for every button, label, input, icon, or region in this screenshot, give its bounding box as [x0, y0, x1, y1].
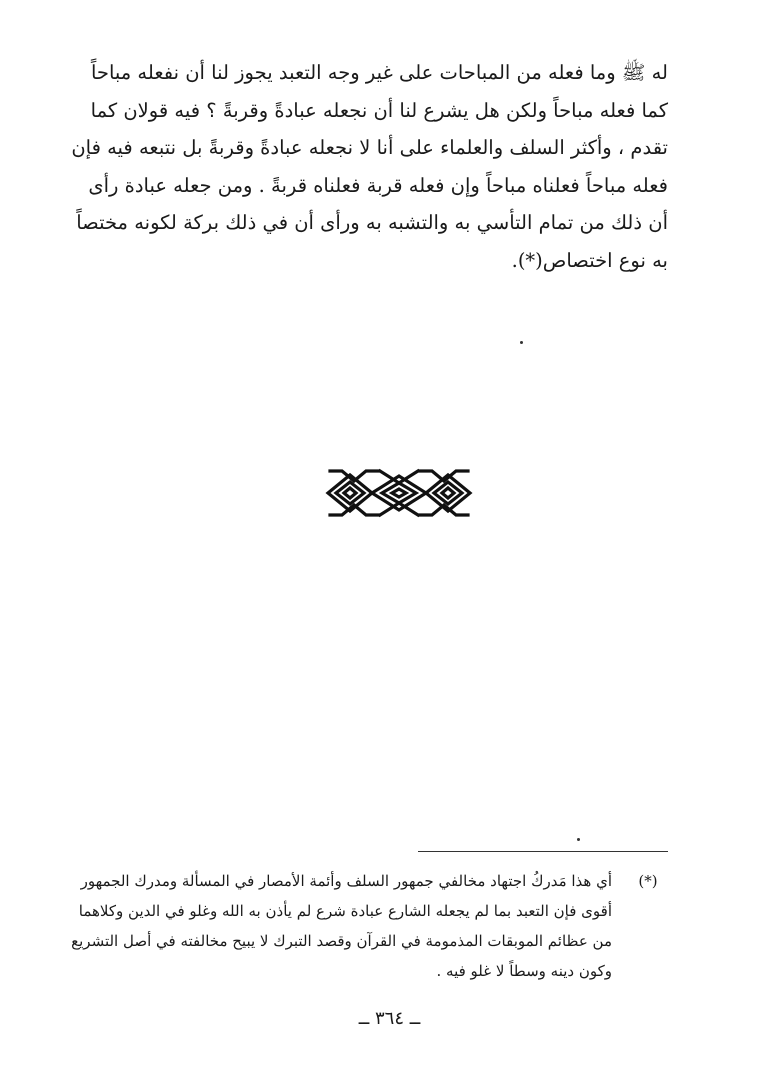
footnote-separator — [418, 851, 668, 852]
footnote-line: أي هذا مَدركُ اجتهاد مخالفي جمهور السلف وأئمة الأمصار في المسألة ومدرك الجمهور — [80, 872, 612, 890]
footnote-line: وكون دينه وسطاً لا غلو فيه . — [436, 962, 612, 980]
text-line: له ﷺ وما فعله من المباحات على غير وجه التعبد يجوز لنا أن نفعله مباحاً — [90, 61, 668, 84]
footnote-line: من عظائم الموبقات المذمومة في القرآن وقصد التبرك لا يبيح مخالفته في أصل التشريع — [71, 932, 612, 950]
footnote-body — [71, 866, 612, 986]
stray-dot — [520, 341, 523, 344]
text-line: أن ذلك من تمام التأسي به والتشبه به ورأى أن في ذلك بركة لكونه مختصاً — [76, 211, 668, 234]
text-line: تقدم ، وأكثر السلف والعلماء على أنا لا نجعله عبادةً وقربةً بل نتبعه فيه فإن — [71, 136, 668, 159]
text-line: به نوع اختصاص(*). — [511, 248, 668, 272]
text-line: فعله مباحاً فعلناه مباحاً وإن فعله قربة فعلناه قربةً . ومن جعله عبادة رأى — [88, 173, 668, 197]
stray-dot — [577, 838, 580, 841]
main-paragraph — [71, 54, 668, 279]
footnote-line: أقوى فإن التعبد بما لم يجعله الشارع عبادة شرع لم يأذن به الله وغلو في الدين وكلاهما — [78, 902, 612, 920]
page-number: ــ ٣٦٤ ــ — [358, 1008, 421, 1029]
footnote — [71, 866, 668, 986]
footnote-marker: (*) — [638, 872, 658, 890]
interlaced-diamond-ornament-icon — [324, 467, 474, 519]
text-line: كما فعله مباحاً ولكن هل يشرع لنا أن نجعله عبادةً وقربةً ؟ فيه قولان كما — [90, 98, 668, 122]
